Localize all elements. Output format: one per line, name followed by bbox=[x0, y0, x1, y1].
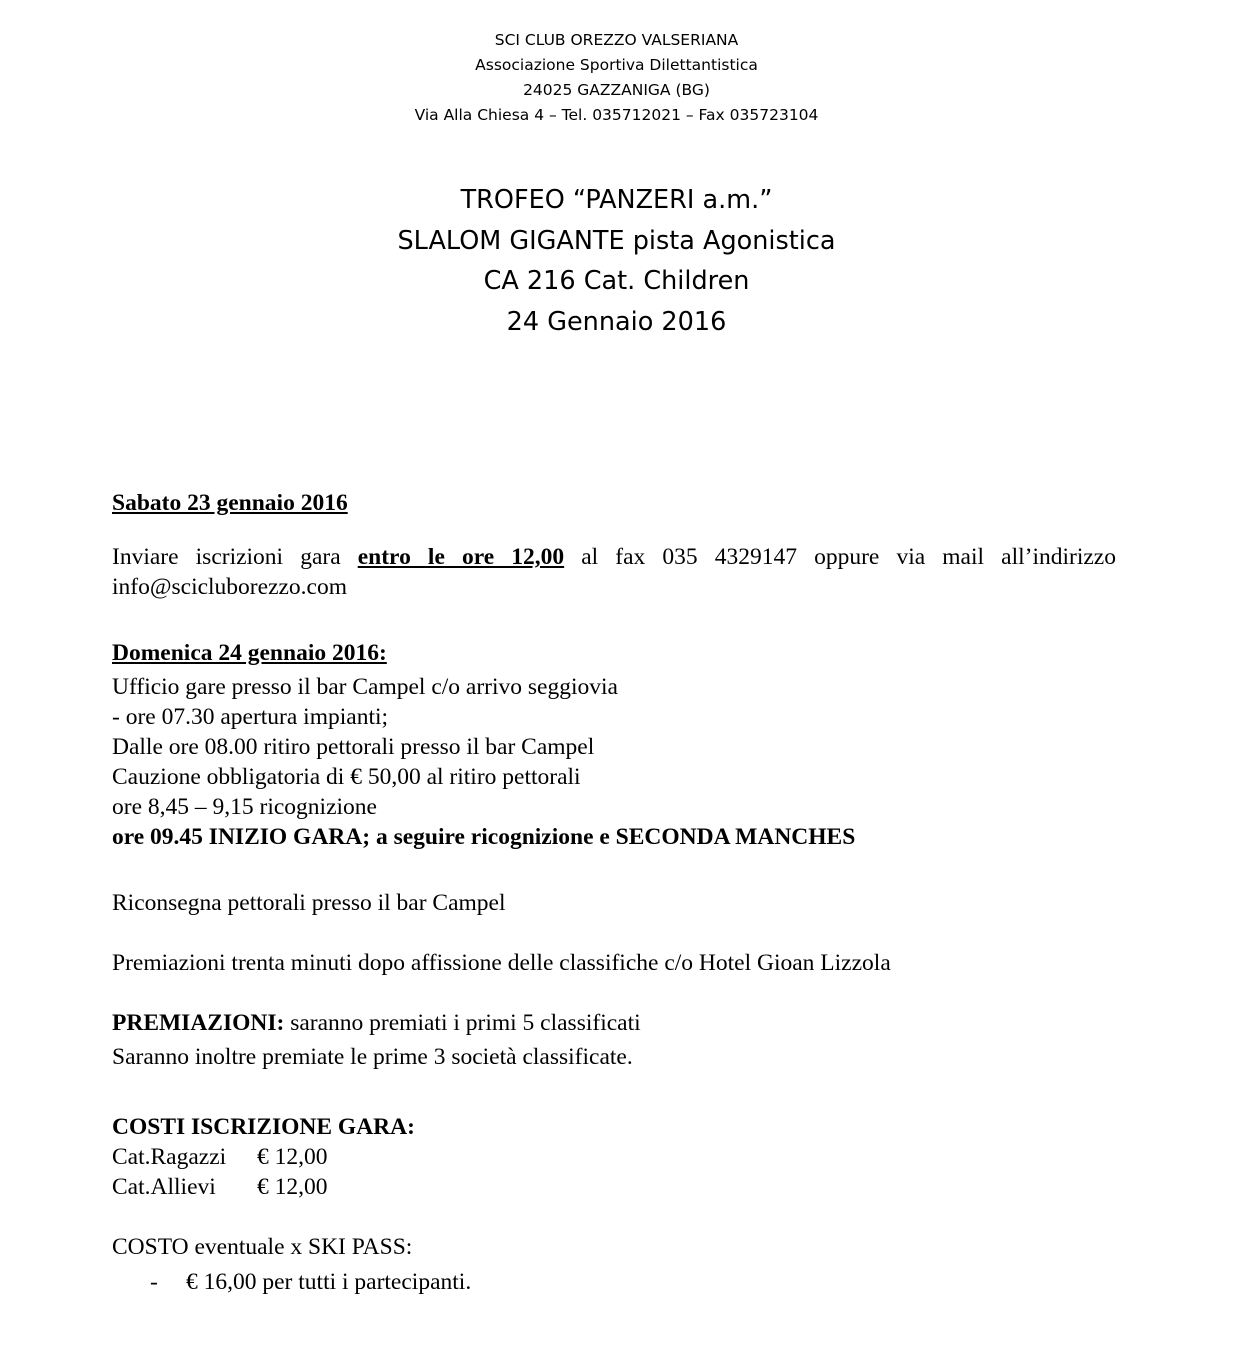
event-category: CA 216 Cat. Children bbox=[483, 266, 750, 296]
fee-category: Cat.Ragazzi bbox=[112, 1144, 227, 1170]
saturday-heading: Sabato 23 gennaio 2016 bbox=[112, 490, 348, 516]
event-race-track: pista Agonistica bbox=[624, 225, 836, 256]
bullet-dash: - bbox=[150, 1269, 158, 1295]
awards-line bbox=[112, 1008, 641, 1038]
club-name: SCI CLUB OREZZO VALSERIANA bbox=[494, 31, 739, 49]
event-trophy: TROFEO “PANZERI a.m.” bbox=[460, 185, 773, 215]
club-association: Associazione Sportiva Dilettantistica bbox=[475, 56, 758, 74]
skipass-heading: COSTO eventuale x SKI PASS: bbox=[112, 1234, 413, 1260]
saturday-line bbox=[112, 542, 1116, 572]
event-title-block bbox=[0, 180, 1233, 342]
saturday-instructions bbox=[112, 542, 1116, 602]
sunday-line: - ore 07.30 apertura impianti; bbox=[112, 704, 389, 730]
sunday-heading: Domenica 24 gennaio 2016: bbox=[112, 640, 387, 666]
fee-category: Cat.Allievi bbox=[112, 1174, 216, 1200]
saturday-text-after: al fax 035 4329147 oppure via mail all’indirizzo bbox=[564, 544, 1116, 570]
race-start-line: ore 09.45 INIZIO GARA; a seguire ricognizione e SECONDA MANCHES bbox=[112, 824, 856, 850]
awards-time: Premiazioni trenta minuti dopo affissione delle classifiche c/o Hotel Gioan Lizzola bbox=[112, 950, 891, 976]
fee-amount: € 12,00 bbox=[257, 1174, 328, 1200]
sunday-line: Cauzione obbligatoria di € 50,00 al ritiro pettorali bbox=[112, 764, 581, 790]
event-date: 24 Gennaio 2016 bbox=[506, 306, 727, 337]
bib-return: Riconsegna pettorali presso il bar Campel bbox=[112, 890, 506, 916]
awards-teams: Saranno inoltre premiate le prime 3 società classificate. bbox=[112, 1044, 633, 1070]
club-contacts: Via Alla Chiesa 4 – Tel. 035712021 – Fax 035723104 bbox=[414, 106, 819, 124]
club-city: 24025 GAZZANIGA (BG) bbox=[523, 81, 710, 99]
saturday-email: info@scicluborezzo.com bbox=[112, 574, 348, 600]
saturday-deadline: entro le ore 12,00 bbox=[357, 544, 565, 570]
event-race bbox=[0, 221, 1233, 262]
sunday-line: Dalle ore 08.00 ritiro pettorali presso il bar Campel bbox=[112, 734, 595, 760]
sunday-line: Ufficio gare presso il bar Campel c/o arrivo seggiovia bbox=[112, 674, 618, 700]
saturday-text-before: Inviare iscrizioni gara bbox=[112, 544, 358, 570]
fee-amount: € 12,00 bbox=[257, 1144, 328, 1170]
awards-text: saranno premiati i primi 5 classificati bbox=[284, 1010, 641, 1036]
event-race-type: SLALOM GIGANTE bbox=[397, 225, 625, 256]
awards-label: PREMIAZIONI: bbox=[112, 1010, 285, 1036]
fees-heading: COSTI ISCRIZIONE GARA: bbox=[112, 1114, 415, 1140]
sunday-line: ore 8,45 – 9,15 ricognizione bbox=[112, 794, 377, 820]
skipass-item: € 16,00 per tutti i partecipanti. bbox=[186, 1269, 472, 1295]
club-header bbox=[0, 28, 1233, 128]
